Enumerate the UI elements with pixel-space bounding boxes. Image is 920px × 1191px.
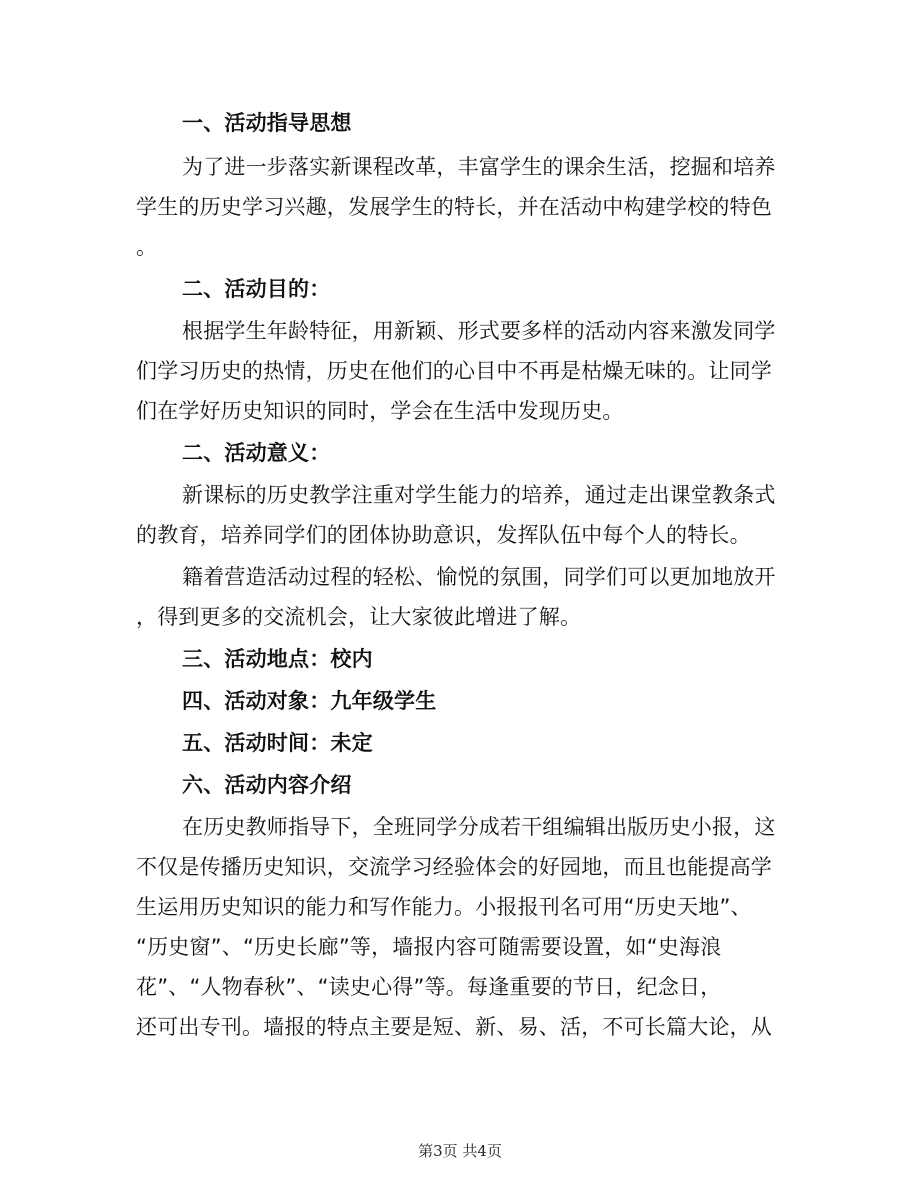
paragraph-line: 还可出专刊。墙报的特点主要是短、新、易、活，不可长篇大论，从	[136, 1015, 772, 1039]
paragraph-line: 学生的历史学习兴趣，发展学生的特长，并在活动中构建学校的特色	[136, 195, 772, 219]
paragraph-line: 在历史教师指导下，全班同学分成若干组编辑出版历史小报，这	[182, 815, 776, 839]
paragraph-line: 们在学好历史知识的同时，学会在生活中发现历史。	[136, 399, 624, 423]
section-heading-significance: 二、活动意义：	[182, 441, 331, 465]
section-heading-participants: 四、活动对象：九年级学生	[182, 689, 437, 713]
paragraph-line: 花”、“人物春秋”、“读史心得”等。每逢重要的节日，纪念日，	[136, 975, 722, 999]
paragraph-line: 生运用历史知识的能力和写作能力。小报报刊名可用“历史天地”、	[136, 895, 752, 919]
section-heading-location: 三、活动地点：校内	[182, 647, 373, 671]
paragraph-line: 。	[136, 235, 158, 259]
section-heading-purpose: 二、活动目的：	[182, 277, 331, 301]
paragraph-line: 们学习历史的热情，历史在他们的心目中不再是枯燥无味的。让同学	[136, 359, 772, 383]
section-heading-guiding-thought: 一、活动指导思想	[182, 111, 352, 135]
section-heading-time: 五、活动时间：未定	[182, 731, 373, 755]
paragraph-line: 不仅是传播历史知识，交流学习经验体会的好园地，而且也能提高学	[136, 855, 772, 879]
section-heading-content: 六、活动内容介绍	[182, 773, 352, 797]
paragraph-line: 根据学生年龄特征，用新颖、形式要多样的活动内容来激发同学	[182, 319, 776, 343]
paragraph-line: 新课标的历史教学注重对学生能力的培养，通过走出课堂教条式	[182, 483, 776, 507]
paragraph-line: 籍着营造活动过程的轻松、愉悦的氛围，同学们可以更加地放开	[182, 565, 776, 589]
paragraph-line: “历史窗”、“历史长廊”等，墙报内容可随需要设置，如“史海浪	[136, 935, 722, 959]
paragraph-line: ，得到更多的交流机会，让大家彼此增进了解。	[136, 605, 582, 629]
paragraph-line: 的教育，培养同学们的团体协助意识，发挥队伍中每个人的特长。	[136, 523, 751, 547]
paragraph-line: 为了进一步落实新课程改革，丰富学生的课余生活，挖掘和培养	[182, 155, 776, 179]
page-number-footer: 第3页 共4页	[418, 1142, 502, 1160]
